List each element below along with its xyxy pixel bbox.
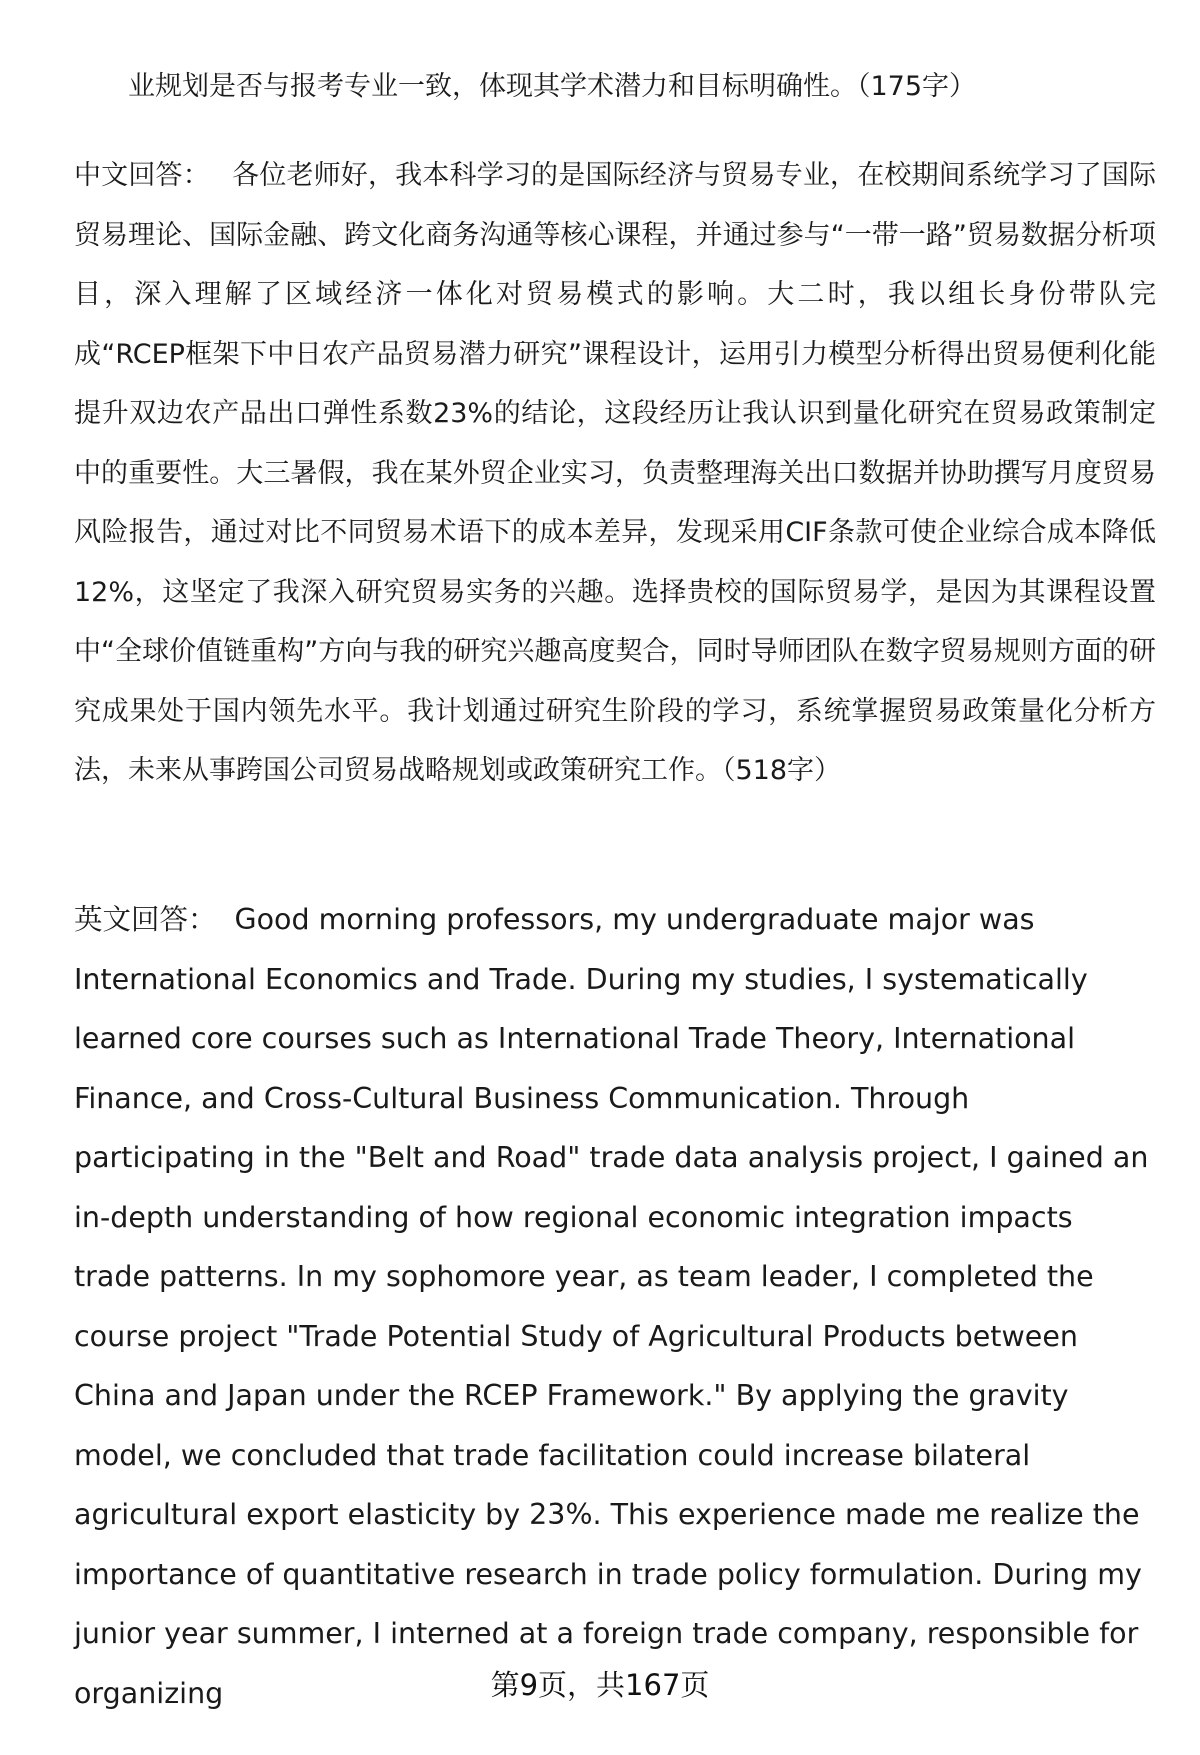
chinese-answer-paragraph — [74, 146, 1156, 801]
chinese-answer-label: 中文回答： — [74, 160, 210, 191]
continuation-line: 业规划是否与报考专业一致，体现其学术潜力和目标明确性。（175字） — [128, 71, 977, 102]
english-answer-text: Good morning professors, my undergraduate major was International Economics and Trade. During my studies, I systematically learned core courses such as International Trade Theory, International Finance, and Cross-Cultural Business Communication. Through participating in the "Belt and Road" trade data analysis project, I gained an in-depth understanding of how regional economic integration impacts trade patterns. In my sophomore year, as team leader, I completed the course project "Trade Potential Study of Agricultural Products between China and Japan under the RCEP Framework." By applying the gravity model, we concluded that trade facilitation could increase bilateral agricultural export elasticity by 23%. This experience made me realize the importance of quantitative research in trade policy formulation. During my junior year summer, I interned at a foreign trade company, responsible for organizing — [74, 903, 1149, 1710]
english-answer-paragraph — [74, 890, 1156, 1723]
chinese-answer-text: 各位老师好，我本科学习的是国际经济与贸易专业，在校期间系统学习了国际贸易理论、国际金融、跨文化商务沟通等核心课程，并通过参与“一带一路”贸易数据分析项目，深入理解了区域经济一体化对贸易模式的影响。大二时，我以组长身份带队完成“RCEP框架下中日农产品贸易潜力研究”课程设计，运用引力模型分析得出贸易便利化能提升双边农产品出口弹性系数23%的结论，这段经历让我认识到量化研究在贸易政策制定中的重要性。大三暑假，我在某外贸企业实习，负责整理海关出口数据并协助撰写月度贸易风险报告，通过对比不同贸易术语下的成本差异，发现采用CIF条款可使企业综合成本降低12%，这坚定了我深入研究贸易实务的兴趣。选择贵校的国际贸易学，是因为其课程设置中“全球价值链重构”方向与我的研究兴趣高度契合，同时导师团队在数字贸易规则方面的研究成果处于国内领先水平。我计划通过研究生阶段的学习，系统掌握贸易政策量化分析方法，未来从事跨国公司贸易战略规划或政策研究工作。（518字） — [74, 160, 1157, 786]
page-number-footer: 第9页，共167页 — [490, 1668, 710, 1702]
english-answer-label: 英文回答： — [74, 903, 217, 936]
